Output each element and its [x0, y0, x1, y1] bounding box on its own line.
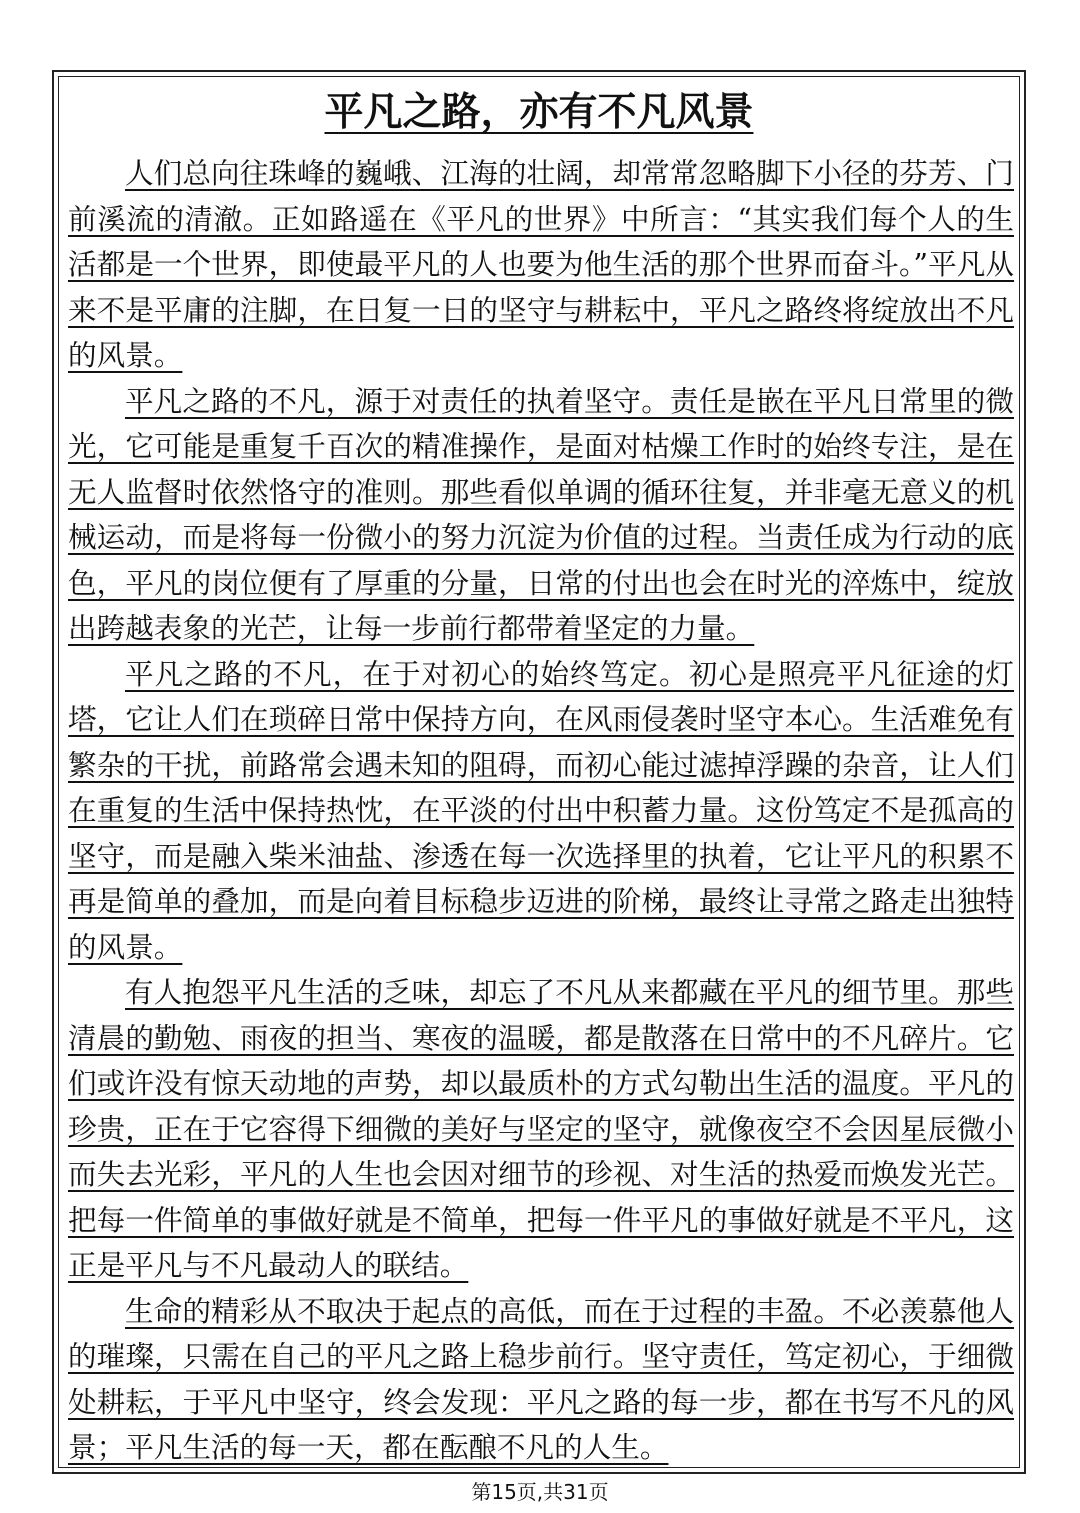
paragraph-1: [68, 151, 1014, 379]
essay-title: [58, 86, 1020, 140]
paragraph-2: [68, 379, 1014, 652]
essay-title-text: 平凡之路，亦有不凡风景: [324, 90, 754, 135]
paragraph-4: [68, 970, 1014, 1289]
paragraph-5-text: 生命的精彩从不取决于起点的高低，而在于过程的丰盈。不必羡慕他人的璀璨，只需在自己的平凡之路上稳步前行。坚守责任，笃定初心，于细微处耕耘，于平凡中坚守，终会发现：平凡之路的每一步，都在书写不凡的风景；平凡生活的每一天，都在酝酿不凡的人生。: [68, 1293, 1014, 1464]
paragraph-5: [68, 1289, 1014, 1471]
essay-body: [68, 151, 1014, 1471]
paragraph-3-text: 平凡之路的不凡，在于对初心的始终笃定。初心是照亮平凡征途的灯塔，它让人们在琐碎日常中保持方向，在风雨侵袭时坚守本心。生活难免有繁杂的干扰，前路常会遇未知的阻碍，而初心能过滤掉浮躁的杂音，让人们在重复的生活中保持热忱，在平淡的付出中积蓄力量。这份笃定不是孤高的坚守，而是融入柴米油盐、渗透在每一次选择里的执着，它让平凡的积累不再是简单的叠加，而是向着目标稳步迈进的阶梯，最终让寻常之路走出独特的风景。: [68, 656, 1014, 964]
paragraph-2-text: 平凡之路的不凡，源于对责任的执着坚守。责任是嵌在平凡日常里的微光，它可能是重复千百次的精准操作，是面对枯燥工作时的始终专注，是在无人监督时依然恪守的准则。那些看似单调的循环往复，并非毫无意义的机械运动，而是将每一份微小的努力沉淀为价值的过程。当责任成为行动的底色，平凡的岗位便有了厚重的分量，日常的付出也会在时光的淬炼中，绽放出跨越表象的光芒，让每一步前行都带着坚定的力量。: [68, 383, 1014, 645]
page-number: 第15页,共31页: [471, 1480, 609, 1504]
paragraph-4-text: 有人抱怨平凡生活的乏味，却忘了不凡从来都藏在平凡的细节里。那些清晨的勤勉、雨夜的担当、寒夜的温暖，都是散落在日常中的不凡碎片。它们或许没有惊天动地的声势，却以最质朴的方式勾勒出生活的温度。平凡的珍贵，正在于它容得下细微的美好与坚定的坚守，就像夜空不会因星辰微小而失去光彩，平凡的人生也会因对细节的珍视、对生活的热爱而焕发光芒。把每一件简单的事做好就是不简单，把每一件平凡的事做好就是不平凡，这正是平凡与不凡最动人的联结。: [68, 975, 1014, 1282]
paragraph-1-text: 人们总向往珠峰的巍峨、江海的壮阔，却常常忽略脚下小径的芬芳、门前溪流的清澈。正如路遥在《平凡的世界》中所言：“其实我们每个人的生活都是一个世界，即使最平凡的人也要为他生活的那个世界而奋斗。”平凡从来不是平庸的注脚，在日复一日的坚守与耕耘中，平凡之路终将绽放出不凡的风景。: [68, 156, 1014, 372]
paragraph-3: [68, 652, 1014, 971]
